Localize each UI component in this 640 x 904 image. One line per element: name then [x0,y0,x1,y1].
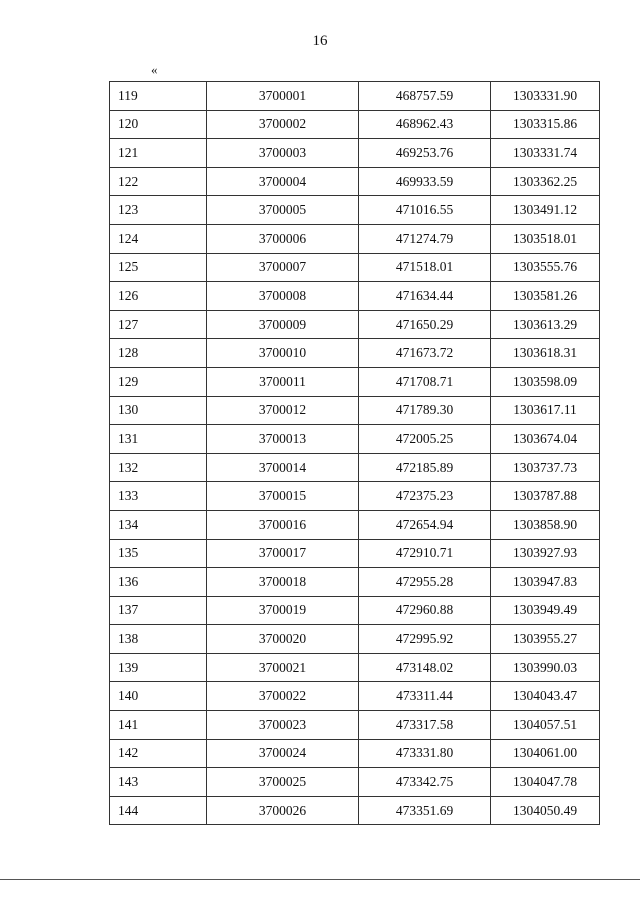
y-coordinate-cell: 1303331.90 [491,82,600,111]
point-number-cell: 139 [110,653,207,682]
table-row [110,396,600,425]
point-code-cell: 3700006 [207,224,359,253]
y-coordinate-cell: 1303491.12 [491,196,600,225]
point-number-cell: 132 [110,453,207,482]
point-code-cell: 3700014 [207,453,359,482]
point-code-cell: 3700001 [207,82,359,111]
point-number-cell: 120 [110,110,207,139]
table-row [110,339,600,368]
point-number-cell: 123 [110,196,207,225]
point-code-cell: 3700024 [207,739,359,768]
y-coordinate-cell: 1303990.03 [491,653,600,682]
x-coordinate-cell: 472995.92 [359,625,491,654]
y-coordinate-cell: 1303613.29 [491,310,600,339]
y-coordinate-cell: 1303618.31 [491,339,600,368]
table-row [110,82,600,111]
point-code-cell: 3700011 [207,367,359,396]
point-code-cell: 3700012 [207,396,359,425]
x-coordinate-cell: 471708.71 [359,367,491,396]
point-code-cell: 3700023 [207,711,359,740]
point-code-cell: 3700020 [207,625,359,654]
bottom-rule [0,879,640,880]
x-coordinate-cell: 473342.75 [359,768,491,797]
y-coordinate-cell: 1303947.83 [491,568,600,597]
point-number-cell: 140 [110,682,207,711]
x-coordinate-cell: 471274.79 [359,224,491,253]
table-row [110,682,600,711]
y-coordinate-cell: 1304047.78 [491,768,600,797]
x-coordinate-cell: 473351.69 [359,796,491,825]
point-number-cell: 144 [110,796,207,825]
y-coordinate-cell: 1303787.88 [491,482,600,511]
y-coordinate-cell: 1304057.51 [491,711,600,740]
point-number-cell: 131 [110,425,207,454]
table-row [110,224,600,253]
point-number-cell: 122 [110,167,207,196]
point-number-cell: 128 [110,339,207,368]
point-number-cell: 138 [110,625,207,654]
coordinates-table [109,81,600,825]
point-code-cell: 3700013 [207,425,359,454]
table-row [110,596,600,625]
table-row [110,711,600,740]
table-row [110,482,600,511]
point-code-cell: 3700008 [207,282,359,311]
x-coordinate-cell: 472185.89 [359,453,491,482]
point-number-cell: 121 [110,139,207,168]
table-row [110,310,600,339]
page-number: 16 [312,33,328,49]
y-coordinate-cell: 1304050.49 [491,796,600,825]
point-code-cell: 3700007 [207,253,359,282]
y-coordinate-cell: 1303949.49 [491,596,600,625]
x-coordinate-cell: 472960.88 [359,596,491,625]
x-coordinate-cell: 471016.55 [359,196,491,225]
y-coordinate-cell: 1303955.27 [491,625,600,654]
table-row [110,653,600,682]
table-row [110,739,600,768]
x-coordinate-cell: 472955.28 [359,568,491,597]
point-code-cell: 3700022 [207,682,359,711]
y-coordinate-cell: 1303598.09 [491,367,600,396]
x-coordinate-cell: 469933.59 [359,167,491,196]
x-coordinate-cell: 471518.01 [359,253,491,282]
table-row [110,139,600,168]
table-row [110,425,600,454]
point-code-cell: 3700021 [207,653,359,682]
point-number-cell: 143 [110,768,207,797]
table-row [110,167,600,196]
x-coordinate-cell: 468757.59 [359,82,491,111]
table-row [110,625,600,654]
point-code-cell: 3700003 [207,139,359,168]
x-coordinate-cell: 469253.76 [359,139,491,168]
point-number-cell: 125 [110,253,207,282]
point-code-cell: 3700026 [207,796,359,825]
table-row [110,539,600,568]
point-number-cell: 127 [110,310,207,339]
point-number-cell: 136 [110,568,207,597]
x-coordinate-cell: 471650.29 [359,310,491,339]
table-row [110,453,600,482]
y-coordinate-cell: 1303617.11 [491,396,600,425]
point-code-cell: 3700005 [207,196,359,225]
x-coordinate-cell: 473311.44 [359,682,491,711]
point-code-cell: 3700010 [207,339,359,368]
x-coordinate-cell: 471673.72 [359,339,491,368]
x-coordinate-cell: 472910.71 [359,539,491,568]
table-row [110,768,600,797]
table-row [110,510,600,539]
x-coordinate-cell: 472005.25 [359,425,491,454]
point-number-cell: 133 [110,482,207,511]
point-number-cell: 135 [110,539,207,568]
table-row [110,568,600,597]
point-number-cell: 124 [110,224,207,253]
point-number-cell: 141 [110,711,207,740]
point-number-cell: 129 [110,367,207,396]
point-number-cell: 134 [110,510,207,539]
point-code-cell: 3700017 [207,539,359,568]
point-code-cell: 3700018 [207,568,359,597]
point-number-cell: 137 [110,596,207,625]
y-coordinate-cell: 1303555.76 [491,253,600,282]
y-coordinate-cell: 1303858.90 [491,510,600,539]
table-row [110,796,600,825]
y-coordinate-cell: 1303581.26 [491,282,600,311]
point-number-cell: 119 [110,82,207,111]
point-number-cell: 130 [110,396,207,425]
y-coordinate-cell: 1304043.47 [491,682,600,711]
continuation-quote-mark: « [151,62,158,77]
y-coordinate-cell: 1303362.25 [491,167,600,196]
y-coordinate-cell: 1303518.01 [491,224,600,253]
x-coordinate-cell: 472654.94 [359,510,491,539]
coordinates-table-body [110,82,600,825]
y-coordinate-cell: 1303331.74 [491,139,600,168]
point-code-cell: 3700004 [207,167,359,196]
y-coordinate-cell: 1303927.93 [491,539,600,568]
point-code-cell: 3700025 [207,768,359,797]
x-coordinate-cell: 471789.30 [359,396,491,425]
table-row [110,253,600,282]
table-row [110,196,600,225]
point-code-cell: 3700015 [207,482,359,511]
y-coordinate-cell: 1303737.73 [491,453,600,482]
x-coordinate-cell: 471634.44 [359,282,491,311]
point-number-cell: 126 [110,282,207,311]
x-coordinate-cell: 473148.02 [359,653,491,682]
point-code-cell: 3700002 [207,110,359,139]
point-code-cell: 3700016 [207,510,359,539]
x-coordinate-cell: 468962.43 [359,110,491,139]
y-coordinate-cell: 1304061.00 [491,739,600,768]
table-row [110,282,600,311]
point-code-cell: 3700009 [207,310,359,339]
x-coordinate-cell: 473331.80 [359,739,491,768]
point-code-cell: 3700019 [207,596,359,625]
table-row [110,110,600,139]
table-row [110,367,600,396]
y-coordinate-cell: 1303315.86 [491,110,600,139]
point-number-cell: 142 [110,739,207,768]
y-coordinate-cell: 1303674.04 [491,425,600,454]
x-coordinate-cell: 472375.23 [359,482,491,511]
x-coordinate-cell: 473317.58 [359,711,491,740]
